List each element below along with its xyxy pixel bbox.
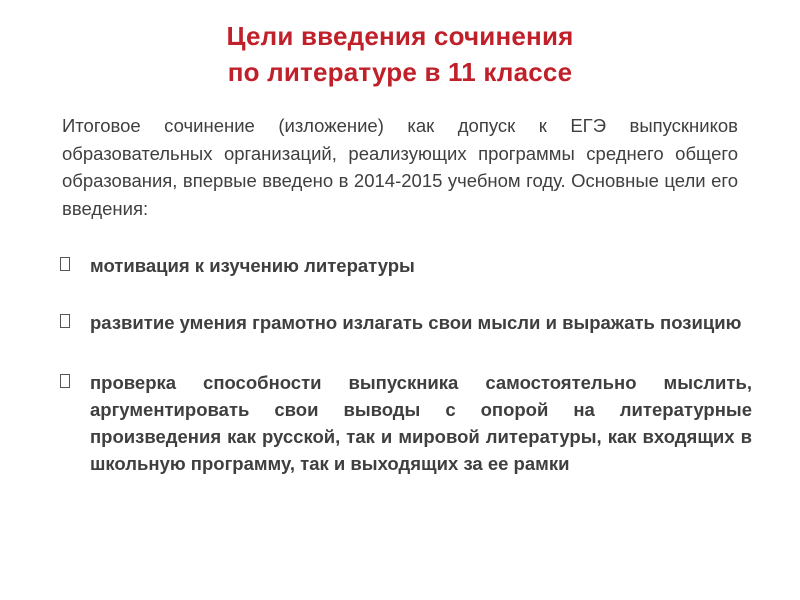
goal-item-thinking [60,369,752,477]
goal-text: проверка способности выпускника самостоятельно мыслить, аргументировать свои выводы с опорой на литературные произведения как русской, так и мировой литературы, как входящих в школьную программу, так и выходящих за ее рамки [90,372,752,474]
title-line-2: по литературе в 11 классе [227,57,573,87]
goal-item-expression [60,309,752,336]
square-bullet-icon [60,314,70,328]
goal-text: развитие умения грамотно излагать свои мысли и выражать позицию [90,312,742,333]
square-bullet-icon [60,374,70,388]
goals-list [60,252,752,477]
intro-paragraph: Итоговое сочинение (изложение) как допуск к ЕГЭ выпускников образовательных организаций, реализующих программы среднего общего образования, впервые введено в 2014-2015 учебном году. Основные цели его введения: [62,115,738,219]
square-bullet-icon [60,257,70,271]
goal-item-motivation [60,252,752,279]
goal-text: мотивация к изучению литературы [90,255,415,276]
slide-title [0,18,800,90]
title-line-1: Цели введения сочинения [226,21,574,51]
